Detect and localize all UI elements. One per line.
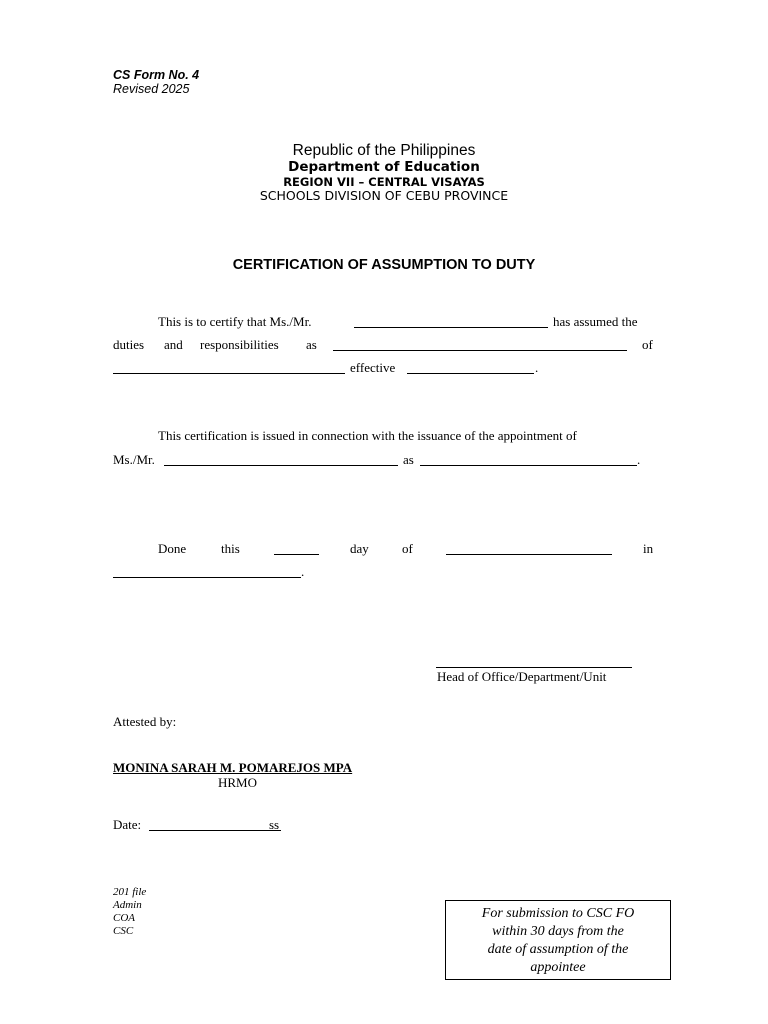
note-line: appointee — [530, 960, 586, 975]
para1-duties: duties — [113, 337, 145, 352]
appointee-name-field-2[interactable] — [164, 465, 398, 466]
para3-in: in — [643, 541, 654, 556]
header-republic: Republic of the Philippines — [292, 142, 476, 159]
para3-this: this — [221, 541, 240, 556]
hrmo-title: HRMO — [218, 775, 258, 790]
date-label: Date: — [113, 817, 142, 832]
para1-effective: effective — [350, 360, 396, 375]
para1-responsibilities: responsibilities — [200, 337, 279, 352]
distribution-item: 201 file — [113, 886, 147, 898]
distribution-item: Admin — [113, 899, 142, 911]
month-field-gap — [529, 554, 560, 555]
year-field[interactable] — [560, 554, 612, 555]
note-line: For submission to CSC FO — [481, 906, 635, 921]
form-revision: Revised 2025 — [113, 82, 190, 96]
para1-as: as — [306, 337, 317, 352]
submission-note-box — [445, 900, 671, 980]
distribution-item: CSC — [113, 925, 134, 937]
date-suffix: ss — [269, 817, 280, 832]
appointee-name-field[interactable] — [354, 327, 548, 328]
para3-of: of — [402, 541, 413, 556]
para2-lead: This certification is issued in connection with the issuance of the appointment of — [158, 428, 577, 443]
header-department: Department of Education — [288, 159, 480, 175]
para1-period: . — [535, 360, 539, 375]
para1-has-assumed: has assumed the — [553, 314, 638, 329]
para2-msmr: Ms./Mr. — [113, 452, 155, 467]
note-line: within 30 days from the — [492, 924, 624, 939]
form-number: CS Form No. 4 — [113, 68, 200, 82]
para1-of: of — [642, 337, 653, 352]
para3-period: . — [301, 564, 305, 579]
signature-line[interactable] — [436, 667, 632, 668]
place-field[interactable] — [113, 577, 301, 578]
signature-label: Head of Office/Department/Unit — [437, 669, 607, 684]
para1-lead: This is to certify that Ms./Mr. — [158, 314, 312, 329]
header-division: SCHOOLS DIVISION OF CEBU PROVINCE — [259, 188, 509, 203]
position-field[interactable] — [333, 350, 627, 351]
document-title: CERTIFICATION OF ASSUMPTION TO DUTY — [232, 257, 536, 273]
note-line: date of assumption of the — [487, 942, 629, 957]
distribution-item: COA — [113, 912, 135, 924]
para2-as: as — [403, 452, 414, 467]
office-field[interactable] — [113, 373, 345, 374]
para2-period: . — [637, 452, 641, 467]
date-field[interactable] — [149, 830, 281, 831]
attested-by-label: Attested by: — [113, 714, 177, 729]
header-region: REGION VII – CENTRAL VISAYAS — [283, 175, 485, 189]
effective-date-field[interactable] — [407, 373, 534, 374]
para3-done: Done — [158, 541, 187, 556]
month-field[interactable] — [446, 554, 529, 555]
hrmo-name: MONINA SARAH M. POMAREJOS MPA — [113, 760, 353, 775]
day-field[interactable] — [274, 554, 319, 555]
para1-and: and — [164, 337, 183, 352]
para3-day: day — [350, 541, 369, 556]
position-field-2[interactable] — [420, 465, 637, 466]
